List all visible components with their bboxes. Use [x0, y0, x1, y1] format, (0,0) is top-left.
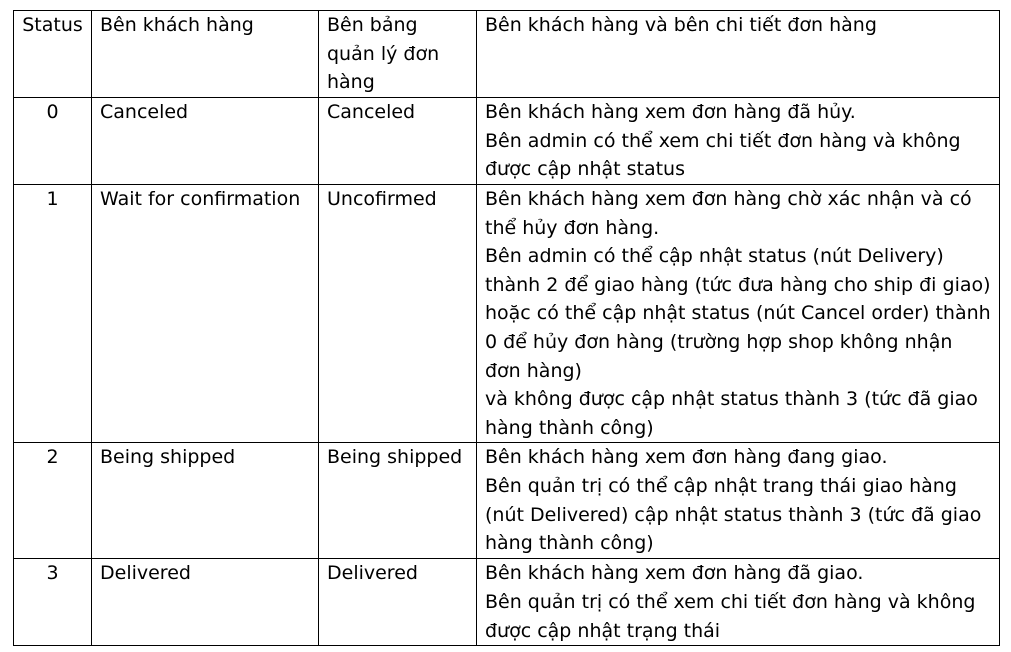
row-detail-line: Bên admin có thể xem chi tiết đơn hàng và không [485, 129, 961, 152]
row-status-cell [14, 443, 92, 559]
row-detail-line: và không được cập nhật status thành 3 (tức đã giao [485, 388, 978, 411]
row-customer-cell [92, 98, 319, 185]
row-detail-line: đơn hàng) [485, 359, 582, 382]
row-admin-value: Canceled [327, 101, 416, 123]
row-admin-value: Being shipped [327, 446, 463, 469]
table-header-row [14, 11, 1000, 98]
row-detail-line: Bên khách hàng xem đơn hàng đã hủy. [485, 101, 856, 123]
row-detail-line: hàng thành công) [485, 532, 654, 555]
header-admin-label-line: quản lý đơn [327, 42, 440, 65]
header-admin [319, 11, 477, 98]
row-status-cell [14, 98, 92, 185]
row-detail-cell [477, 559, 1000, 646]
row-admin-cell [319, 185, 477, 443]
header-detail-label: Bên khách hàng và bên chi tiết đơn hàng [485, 14, 877, 36]
header-detail [477, 11, 1000, 98]
row-customer-value: Wait for confirmation [100, 188, 301, 210]
table-row [14, 185, 1000, 443]
row-detail-line: Bên quản trị có thể xem chi tiết đơn hàng và không [485, 590, 976, 613]
row-detail-cell [477, 185, 1000, 443]
row-detail-line: hoặc có thể cập nhật status (nút Cancel order) thành [485, 302, 991, 325]
row-detail-line: được cập nhật status [485, 158, 686, 181]
row-customer-value: Being shipped [100, 446, 236, 469]
row-detail-line: Bên admin có thể cập nhật status (nút Delivery) [485, 245, 944, 268]
row-admin-value: Uncofirmed [327, 188, 437, 210]
row-admin-cell [319, 98, 477, 185]
row-customer-value: Canceled [100, 101, 189, 123]
row-detail-line: (nút Delivered) cập nhật status thành 3 (tức đã giao [485, 503, 982, 526]
row-detail-cell [477, 443, 1000, 559]
row-detail-line: Bên quản trị có thể cập nhật trang thái giao hàng [485, 474, 957, 497]
row-customer-value: Delivered [100, 562, 191, 585]
table-row [14, 98, 1000, 185]
row-detail-line: được cập nhật trạng thái [485, 619, 721, 642]
row-status-value: 1 [46, 188, 59, 210]
row-status-cell [14, 559, 92, 646]
row-admin-cell [319, 559, 477, 646]
row-status-value: 3 [46, 562, 59, 585]
row-customer-cell [92, 559, 319, 646]
row-detail-line: 0 để hủy đơn hàng (trường hợp shop không nhận [485, 330, 953, 353]
order-status-table [13, 10, 1000, 646]
row-status-cell [14, 185, 92, 443]
row-status-value: 0 [46, 101, 59, 123]
table-row [14, 559, 1000, 646]
header-admin-label-line: hàng [327, 71, 375, 94]
row-customer-cell [92, 185, 319, 443]
header-customer-label: Bên khách hàng [100, 14, 254, 36]
row-detail-line: Bên khách hàng xem đơn hàng đang giao. [485, 446, 888, 469]
header-status [14, 11, 92, 98]
table-row [14, 443, 1000, 559]
row-detail-line: hàng thành công) [485, 416, 654, 439]
row-admin-cell [319, 443, 477, 559]
header-customer [92, 11, 319, 98]
row-detail-line: thành 2 để giao hàng (tức đưa hàng cho ship đi giao) [485, 273, 991, 296]
row-detail-line: Bên khách hàng xem đơn hàng đã giao. [485, 562, 864, 585]
header-admin-label-line: Bên bảng [327, 14, 418, 36]
row-admin-value: Delivered [327, 562, 418, 585]
row-customer-cell [92, 443, 319, 559]
row-detail-cell [477, 98, 1000, 185]
row-detail-line: thể hủy đơn hàng. [485, 216, 660, 239]
header-status-label: Status [22, 14, 83, 36]
row-status-value: 2 [46, 446, 59, 469]
row-detail-line: Bên khách hàng xem đơn hàng chờ xác nhận và có [485, 188, 972, 210]
